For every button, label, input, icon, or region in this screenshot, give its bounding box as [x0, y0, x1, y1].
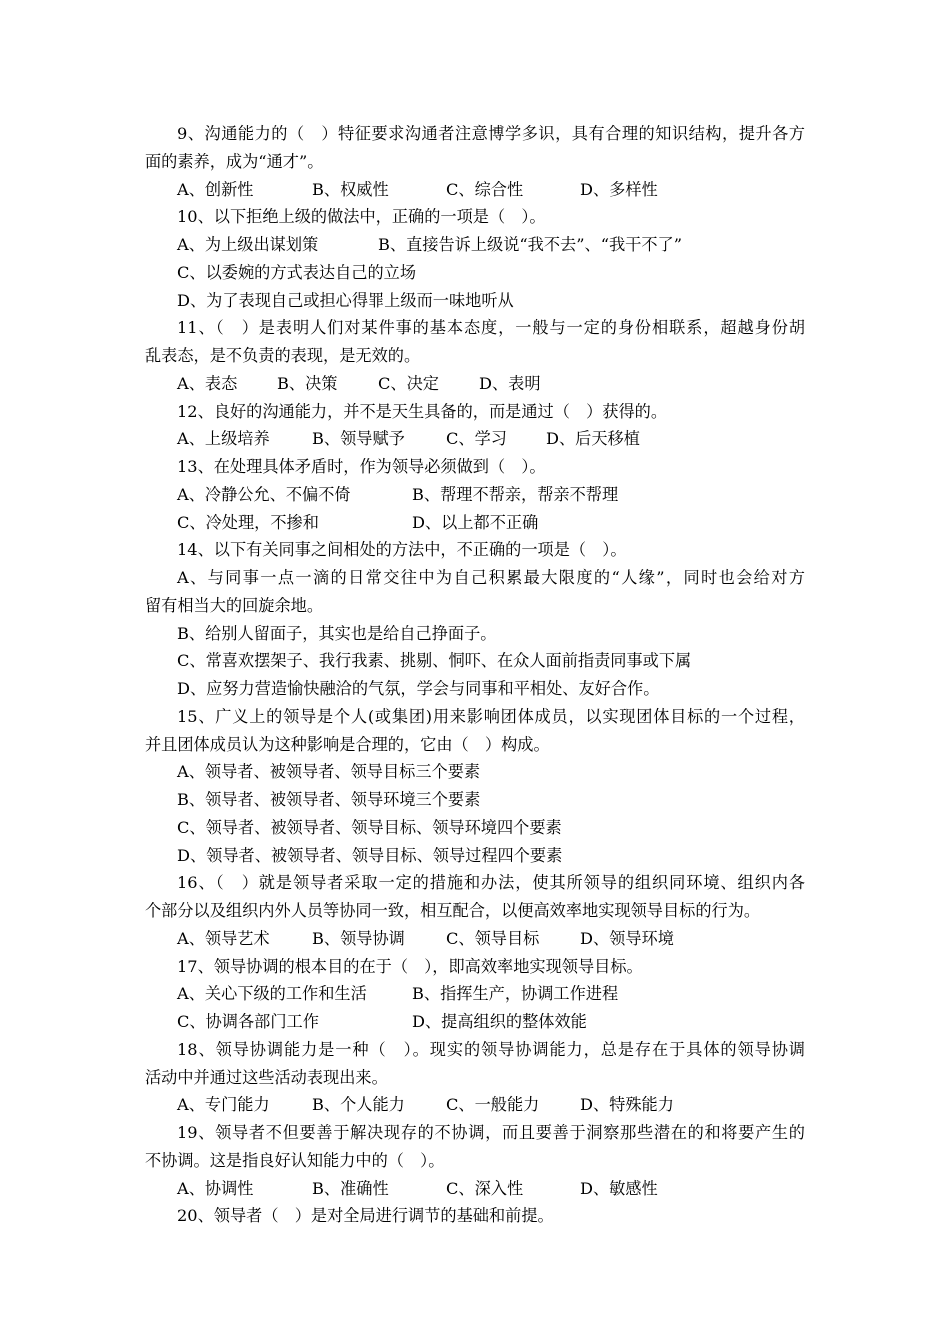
- q11-stem-line: 11、（ ）是表明人们对某件事的基本态度，一般与一定的身份相联系，超越身份胡: [177, 318, 805, 337]
- q16-stem-line: 16、（ ）就是领导者采取一定的措施和办法，使其所领导的组织同环境、组织内各: [177, 873, 805, 892]
- q15-stem-line: 15、广义上的领导是个人(或集团)用来影响团体成员，以实现团体目标的一个过程，: [177, 707, 805, 726]
- q12-option-c: C、学习: [446, 429, 507, 448]
- q9-option-c: C、综合性: [446, 180, 524, 199]
- q16-option-c: C、领导目标: [446, 929, 540, 948]
- q13-option-a: A、冷静公允、不偏不倚: [177, 485, 351, 504]
- q13-option-b: D、以上都不正确: [412, 513, 539, 532]
- q9-stem-line: 9、沟通能力的（ ）特征要求沟通者注意博学多识，具有合理的知识结构，提升各方: [177, 124, 805, 143]
- q19-stem-line: 19、领导者不但要善于解决现存的不协调，而且要善于洞察那些潜在的和将要产生的: [177, 1123, 805, 1142]
- q14-option: 留有相当大的回旋余地。: [145, 596, 324, 615]
- q18-stem-line: 18、领导协调能力是一种（ ）。现实的领导协调能力，总是存在于具体的领导协调: [177, 1040, 805, 1059]
- q12-stem-line: 12、良好的沟通能力，并不是天生具备的，而是通过（ ）获得的。: [177, 402, 668, 421]
- q14-option-a: C、常喜欢摆架子、我行我素、挑剔、恫吓、在众人面前指责同事或下属: [177, 651, 692, 670]
- q19-stem-line: 不协调。这是指良好认知能力中的（ ）。: [145, 1151, 445, 1170]
- q17-stem-line: 17、领导协调的根本目的在于（ ），即高效率地实现领导目标。: [177, 957, 643, 976]
- q12-option-b: B、领导赋予: [312, 429, 405, 448]
- q10-option-b: B、直接告诉上级说“我不去”、“我干不了”: [378, 235, 682, 254]
- q16-option-b: B、领导协调: [312, 929, 405, 948]
- q14-stem-line: 14、以下有关同事之间相处的方法中，不正确的一项是（ ）。: [177, 540, 627, 559]
- q20-stem-line: 20、领导者（ ）是对全局进行调节的基础和前提。: [177, 1206, 554, 1225]
- q10-option-a: A、为上级出谋划策: [177, 235, 319, 254]
- q15-stem-line: 并且团体成员认为这种影响是合理的，它由（ ）构成。: [145, 735, 550, 754]
- q15-option-a: A、领导者、被领导者、领导目标三个要素: [177, 762, 481, 781]
- q11-option-d: D、表明: [479, 374, 541, 393]
- q18-option-c: C、一般能力: [446, 1095, 540, 1114]
- q14-option-a: D、应努力营造愉快融洽的气氛，学会与同事和平相处、友好合作。: [177, 679, 660, 698]
- q18-option-b: B、个人能力: [312, 1095, 405, 1114]
- q9-option-a: A、创新性: [177, 180, 254, 199]
- q15-option-a: C、领导者、被领导者、领导目标、领导环境四个要素: [177, 818, 562, 837]
- q18-option-d: D、特殊能力: [580, 1095, 674, 1114]
- q19-option-a: A、协调性: [177, 1179, 254, 1198]
- q12-option-a: A、上级培养: [177, 429, 270, 448]
- q16-option-d: D、领导环境: [580, 929, 674, 948]
- q9-option-b: B、权威性: [312, 180, 389, 199]
- q18-stem-line: 活动中并通过这些活动表现出来。: [145, 1068, 388, 1087]
- q17-option-a: A、关心下级的工作和生活: [177, 984, 367, 1003]
- q19-option-d: D、敏感性: [580, 1179, 658, 1198]
- q15-option-a: B、领导者、被领导者、领导环境三个要素: [177, 790, 481, 809]
- q19-option-c: C、深入性: [446, 1179, 524, 1198]
- q9-option-d: D、多样性: [580, 180, 658, 199]
- q19-option-b: B、准确性: [312, 1179, 389, 1198]
- q14-option: A、与同事一点一滴的日常交往中为自己积累最大限度的“人缘”，同时也会给对方: [177, 568, 805, 587]
- q13-option-a: C、冷处理，不掺和: [177, 513, 319, 532]
- q12-option-d: D、后天移植: [546, 429, 640, 448]
- q17-option-b: D、提高组织的整体效能: [412, 1012, 587, 1031]
- q9-stem-line: 面的素养，成为“通才”。: [145, 152, 324, 171]
- q13-stem-line: 13、在处理具体矛盾时，作为领导必须做到（ ）。: [177, 457, 546, 476]
- q16-option-a: A、领导艺术: [177, 929, 270, 948]
- q18-option-a: A、专门能力: [177, 1095, 270, 1114]
- q11-option-b: B、决策: [277, 374, 338, 393]
- q11-option-c: C、决定: [378, 374, 439, 393]
- q16-stem-line: 个部分以及组织内外人员等协同一致，相互配合，以便高效率地实现领导目标的行为。: [145, 901, 761, 920]
- q15-option-a: D、领导者、被领导者、领导目标、领导过程四个要素: [177, 846, 563, 865]
- q13-option-b: B、帮理不帮亲，帮亲不帮理: [412, 485, 619, 504]
- q10-stem-line: 10、以下拒绝上级的做法中，正确的一项是（ ）。: [177, 207, 546, 226]
- q14-option-a: B、给别人留面子，其实也是给自己挣面子。: [177, 624, 497, 643]
- q17-option-a: C、协调各部门工作: [177, 1012, 319, 1031]
- q11-stem-line: 乱表态，是不负责的表现，是无效的。: [145, 346, 421, 365]
- q17-option-b: B、指挥生产，协调工作进程: [412, 984, 619, 1003]
- q11-option-a: A、表态: [177, 374, 238, 393]
- q10-option-a: D、为了表现自己或担心得罪上级而一味地听从: [177, 291, 514, 310]
- q10-option-a: C、以委婉的方式表达自己的立场: [177, 263, 417, 282]
